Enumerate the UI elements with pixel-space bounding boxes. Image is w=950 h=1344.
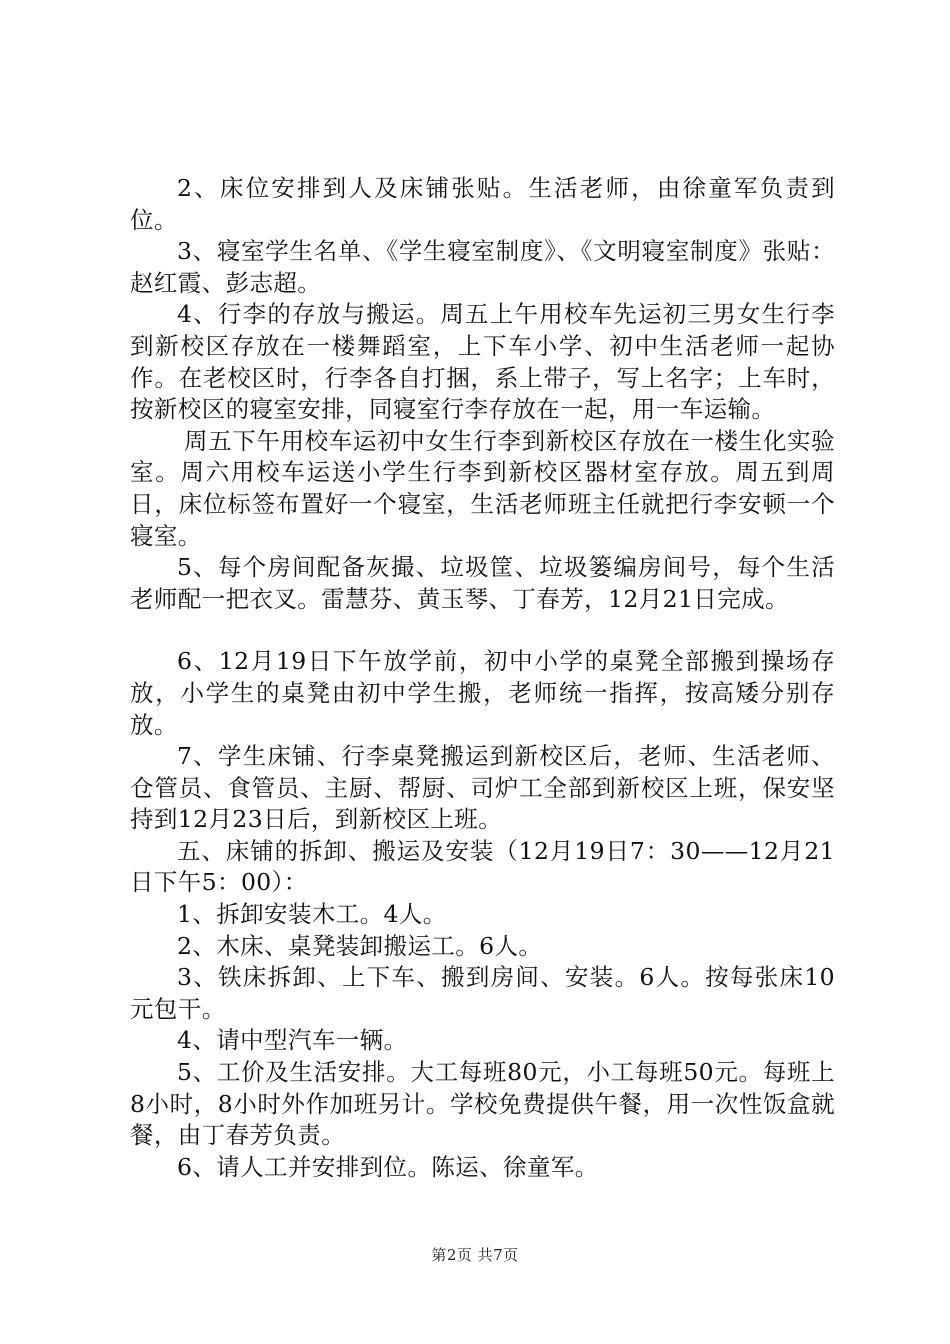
- document-body: [130, 173, 835, 1183]
- page-number-footer: 第2页 共7页: [431, 1246, 519, 1264]
- list-item-hiring: 6、请人工并安排到位。陈运、徐童军。: [177, 1152, 599, 1181]
- paragraph-bed-assignment: 2、床位安排到人及床铺张贴。生活老师，由徐童军负责到位。: [130, 174, 835, 234]
- paragraph-dorm-rules: 3、寝室学生名单、《学生寝室制度》、《文明寝室制度》张贴：赵红霞、彭志超。: [130, 237, 835, 297]
- list-item-movers: 2、木床、桌凳装卸搬运工。6人。: [177, 931, 543, 960]
- list-item-truck: 4、请中型汽车一辆。: [177, 1026, 408, 1055]
- list-item-iron-beds: 3、铁床拆卸、上下车、搬到房间、安装。6人。按每张床10元包干。: [130, 963, 835, 1023]
- section-heading-bed-installation: 五、床铺的拆卸、搬运及安装（12月19日7：30——12月21日下午5：00）：: [130, 836, 835, 897]
- paragraph-staff-relocation: 7、学生床铺、行李桌凳搬运到新校区后，老师、生活老师、仓管员、食管员、主厨、帮厨、司炉工全部到新校区上班，保安坚持到12月23日后，到新校区上班。: [130, 742, 835, 834]
- list-item-wages: 5、工价及生活安排。大工每班80元，小工每班50元。每班上8小时，8小时外作加班另计。学校免费提供午餐，用一次性饭盒就餐，由丁春芳负责。: [130, 1058, 835, 1150]
- paragraph-desk-moving: 6、12月19日下午放学前，初中小学的桌凳全部搬到操场存放，小学生的桌凳由初中学生搬，老师统一指挥，按高矮分别存放。: [130, 647, 835, 739]
- list-item-carpenters: 1、拆卸安装木工。4人。: [177, 900, 447, 929]
- paragraph-room-supplies: 5、每个房间配备灰撮、垃圾筐、垃圾篓编房间号，每个生活老师配一把衣叉。雷慧芬、黄玉琴、丁春芳，12月21日完成。: [130, 553, 835, 613]
- paragraph-friday-afternoon: 周五下午用校车运初中女生行李到新校区存放在一楼生化实验室。周六用校车运送小学生行李到新校区器材室存放。周五到周日，床位标签布置好一个寝室，生活老师班主任就把行李安顿一个寝室。: [130, 426, 835, 550]
- paragraph-luggage-transport: 4、行李的存放与搬运。周五上午用校车先运初三男女生行李到新校区存放在一楼舞蹈室，上下车小学、初中生活老师一起协作。在老校区时，行李各自打捆，系上带子，写上名字；上车时，按新校区的寝室安排，同寝室行李存放在一起，用一车运输。: [130, 300, 835, 424]
